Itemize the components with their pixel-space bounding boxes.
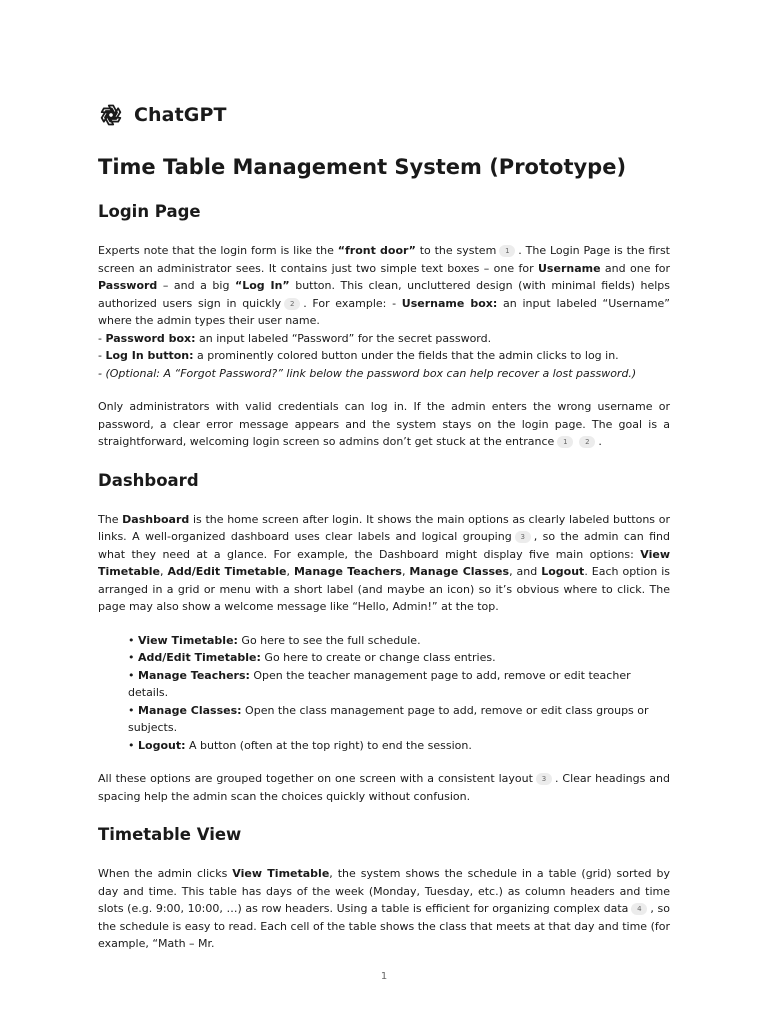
text: ,: [286, 565, 294, 578]
document-title: Time Table Management System (Prototype): [98, 155, 627, 179]
bold-text: Add/Edit Timetable:: [138, 651, 261, 664]
bullet: •: [128, 651, 138, 664]
bold-text: Manage Teachers:: [138, 668, 250, 682]
text: Go here to see the full schedule.: [237, 633, 421, 647]
brand-name: ChatGPT: [134, 104, 227, 126]
bold-text: Manage Classes: [409, 565, 510, 578]
text: an input labeled “Username” where the admin types their user name.: [98, 296, 670, 327]
citation-badge[interactable]: 3: [536, 773, 552, 785]
bold-text: “Log In”: [234, 279, 290, 292]
citation-badge[interactable]: 1: [557, 436, 573, 448]
brand-header: [98, 100, 670, 130]
list-item: [128, 632, 670, 650]
bold-text: Log In button:: [105, 349, 194, 362]
bullet: •: [128, 668, 138, 682]
bold-text: Manage Classes:: [138, 703, 242, 717]
text: – and a big: [157, 279, 235, 292]
dashboard-paragraph-1: [98, 511, 670, 616]
text: The: [98, 512, 123, 526]
login-line-optional: [98, 365, 670, 383]
text: Open the teacher management page to add, remove or edit teacher details.: [128, 668, 631, 699]
bold-text: View Timetable: [98, 547, 670, 578]
citation-badge[interactable]: 2: [579, 436, 595, 448]
bold-text: Manage Teachers: [293, 565, 402, 578]
openai-logo-icon: [98, 102, 124, 128]
timetable-paragraph-1: [98, 865, 670, 953]
text: button. This clean, uncluttered design (with minimal fields) helps authorized users sign in quickly: [98, 279, 670, 310]
text: .: [598, 435, 602, 448]
bullet: •: [128, 738, 138, 752]
list-item: [128, 737, 670, 755]
text: is the home screen after login. It shows the main options as clearly labeled buttons or links. A well-organized dashboard uses clear labels and logical grouping: [98, 512, 670, 543]
section-heading-timetable: Timetable View: [98, 825, 242, 844]
text: ,: [401, 565, 410, 578]
text: an input labeled “Password” for the secret password.: [195, 331, 492, 345]
italic-text: - (Optional: A “Forgot Password?” link below the password box can help recover a lost password.): [98, 366, 637, 380]
text: When the admin clicks: [98, 867, 233, 880]
section-heading-dashboard: Dashboard: [98, 470, 199, 490]
bullet: •: [128, 703, 138, 717]
bullet: •: [128, 633, 138, 647]
text: ,: [159, 565, 168, 578]
login-line-login-button: [98, 347, 670, 365]
dashboard-paragraph-2: [98, 770, 670, 805]
page-number: 1: [380, 971, 388, 982]
bold-text: View Timetable: [232, 867, 330, 880]
text: . Each option is arranged in a grid or menu with a short label (and maybe an icon) so it’s obvious where to click. The page may also show a welcome message like “Hello, Admin!” at the top.: [98, 565, 671, 613]
bold-text: Password box:: [105, 331, 196, 345]
bold-text: View Timetable:: [138, 633, 238, 647]
list-item: [128, 649, 670, 667]
document-page: [98, 100, 670, 953]
bold-text: Username: [538, 261, 601, 275]
text: All these options are grouped together on one screen with a consistent layout: [98, 772, 533, 785]
text: Open the class management page to add, remove or edit class groups or subjects.: [128, 703, 649, 734]
text: , the system shows the schedule in a table (grid) sorted by day and time. This table has days of the week (Monday, Tuesday, etc.) as column headers and time slots (e.g. 9:00, 10:00, …) as row headers. Using a table is efficient for organizing complex data: [98, 867, 670, 915]
login-paragraph-2: [98, 398, 670, 451]
bold-text: Add/Edit Timetable: [167, 565, 287, 578]
text: , so the schedule is easy to read. Each cell of the table shows the class that meets at that day and time (for example, “Math – Mr.: [98, 902, 670, 950]
text: . The Login Page is the first screen an administrator sees. It contains just two simple text boxes – one for: [98, 244, 670, 275]
bold-text: Logout: [541, 565, 585, 578]
text: and one for: [600, 261, 671, 275]
text: Experts note that the login form is like the: [98, 244, 338, 257]
text: , so the admin can find what they need at a glance. For example, the Dashboard might display five main options:: [98, 530, 670, 561]
text: . Clear headings and spacing help the admin scan the choices quickly without confusion.: [98, 772, 670, 803]
dash: -: [98, 349, 106, 362]
text: A button (often at the top right) to end the session.: [185, 738, 472, 752]
text: a prominently colored button under the fields that the admin clicks to log in.: [193, 349, 619, 362]
section-heading-login: Login Page: [98, 202, 201, 221]
bold-text: Dashboard: [122, 512, 190, 526]
text: , and: [509, 565, 542, 578]
login-paragraph-1: [98, 242, 670, 330]
citation-badge[interactable]: 1: [499, 245, 515, 257]
text: Only administrators with valid credentials can log in. If the admin enters the wrong username or password, a clear error message appears and the system stays on the login page. The goal is a straightforward, welcoming login screen so admins don’t get stuck at the entrance: [98, 400, 670, 448]
bold-text: Logout:: [138, 738, 186, 752]
citation-badge[interactable]: 2: [284, 298, 300, 310]
bold-text: Password: [98, 279, 158, 292]
text: to the system: [415, 244, 497, 257]
citation-badge[interactable]: 3: [515, 531, 531, 543]
bold-text: Username box:: [401, 296, 498, 310]
list-item: [128, 667, 670, 702]
list-item: [128, 702, 670, 737]
login-line-password-box: [98, 330, 670, 348]
dash: -: [98, 331, 106, 345]
text: Go here to create or change class entries.: [260, 651, 496, 664]
text: . For example: -: [303, 296, 402, 310]
bold-text: “front door”: [337, 244, 416, 257]
citation-badge[interactable]: 4: [631, 903, 647, 915]
dashboard-options-list: [98, 632, 670, 755]
